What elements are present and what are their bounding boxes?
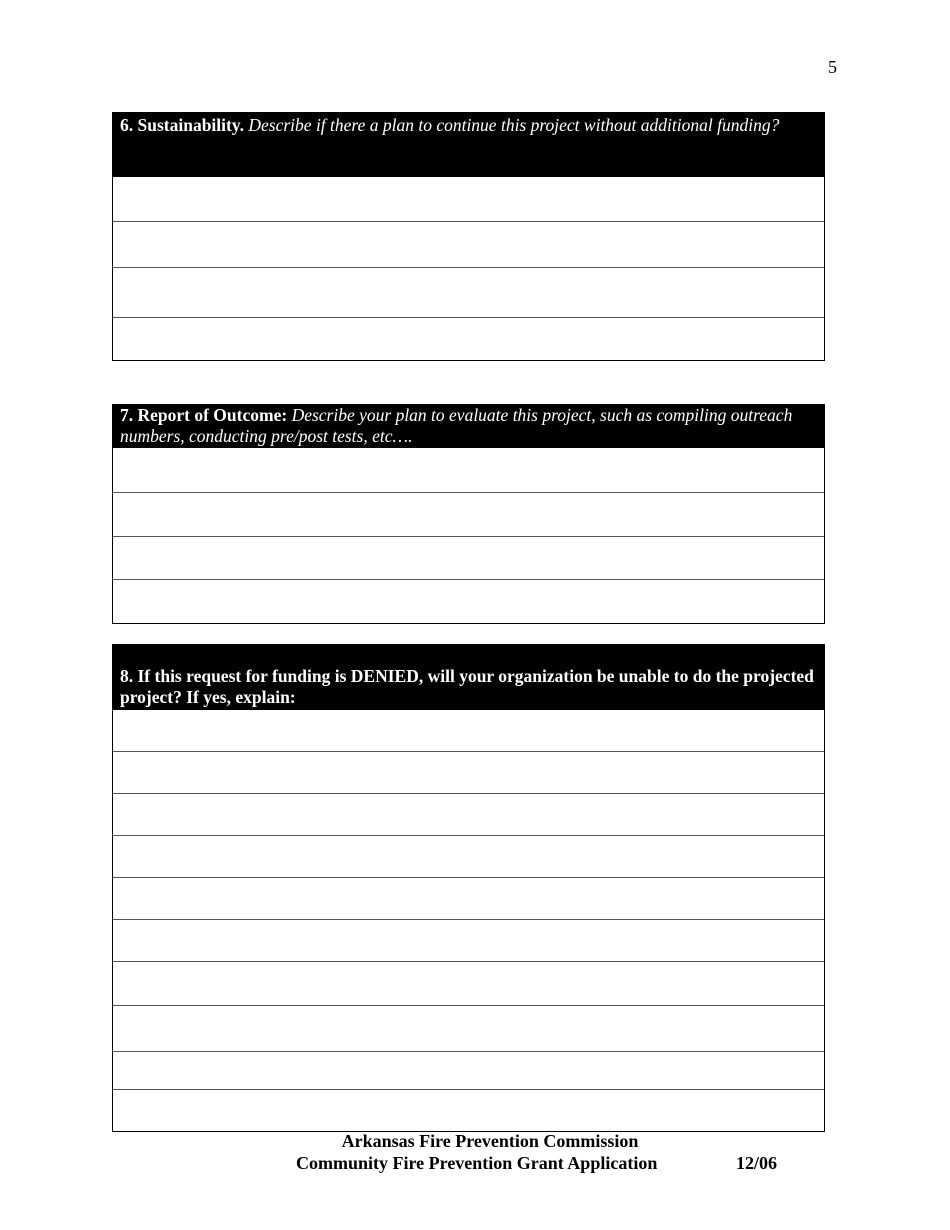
answer-line[interactable] (113, 1005, 824, 1051)
section-description: Describe if there a plan to continue this project without additional funding? (248, 115, 780, 135)
answer-line[interactable] (113, 1089, 824, 1131)
section-header-sustainability (112, 112, 825, 177)
answer-line[interactable] (113, 961, 824, 1005)
section-report-of-outcome (112, 404, 825, 624)
section-header-funding-denied: 8. If this request for funding is DENIED, will your organization be unable to do the projected project? If yes, explain: (112, 644, 825, 710)
footer-date: 12/06 (736, 1153, 778, 1173)
answer-line[interactable] (113, 267, 824, 317)
answer-line[interactable] (113, 317, 824, 360)
section-description: Describe your plan to evaluate this project, such as compiling outreach numbers, conducting pre/post tests, etc…. (120, 405, 793, 446)
answer-lines (112, 448, 825, 624)
page-number: 5 (828, 57, 837, 77)
answer-line[interactable] (113, 710, 824, 751)
answer-line[interactable] (113, 1051, 824, 1089)
answer-line[interactable] (113, 751, 824, 793)
section-label: 7. Report of Outcome: (120, 405, 288, 425)
section-sustainability (112, 112, 825, 361)
footer-document-title: Community Fire Prevention Grant Application (296, 1153, 658, 1173)
answer-line[interactable] (113, 536, 824, 579)
answer-line[interactable] (113, 919, 824, 961)
answer-lines (112, 177, 825, 361)
answer-line[interactable] (113, 448, 824, 492)
answer-line[interactable] (113, 221, 824, 267)
answer-line[interactable] (113, 793, 824, 835)
answer-line[interactable] (113, 177, 824, 221)
footer-organization: Arkansas Fire Prevention Commission (341, 1131, 639, 1151)
answer-line[interactable] (113, 835, 824, 877)
answer-line[interactable] (113, 492, 824, 536)
answer-lines (112, 710, 825, 1132)
section-header-report-of-outcome (112, 404, 825, 448)
section-label: 6. Sustainability. (120, 115, 245, 135)
answer-line[interactable] (113, 877, 824, 919)
section-funding-denied (112, 644, 825, 1132)
answer-line[interactable] (113, 579, 824, 623)
